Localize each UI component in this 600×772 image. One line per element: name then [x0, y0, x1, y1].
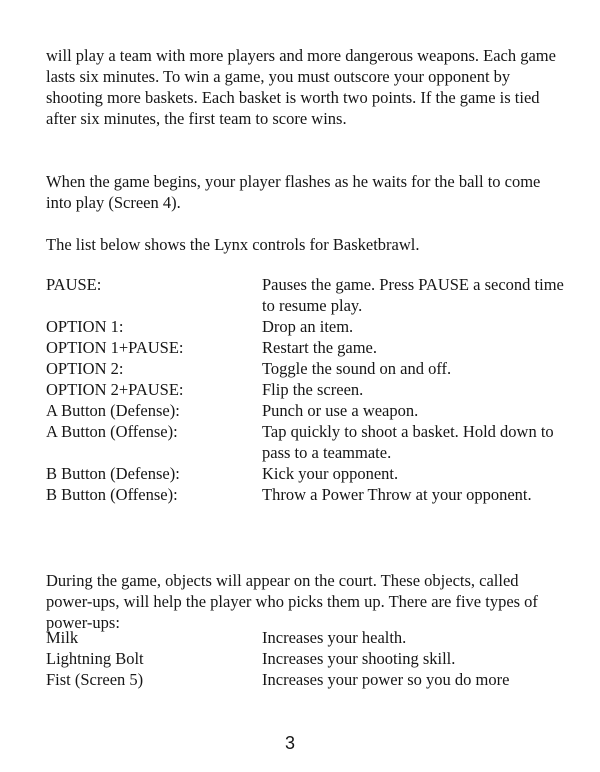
control-description: Drop an item.: [262, 317, 354, 336]
control-description: Flip the screen.: [262, 380, 364, 399]
powerup-description: Increases your shooting skill.: [262, 649, 456, 668]
powerup-name: Milk: [46, 628, 79, 647]
control-row: [46, 484, 566, 505]
powerups-table: [46, 627, 566, 690]
control-description: Restart the game.: [262, 338, 378, 357]
controls-intro-paragraph: The list below shows the Lynx controls for Basketbrawl.: [46, 235, 420, 254]
control-key: PAUSE:: [46, 275, 102, 294]
controls-table: [46, 274, 566, 505]
control-key: A Button (Defense):: [46, 401, 180, 420]
control-description: Pauses the game. Press PAUSE a second time to resume play.: [262, 275, 564, 315]
control-row: [46, 421, 566, 463]
intro-paragraph: will play a team with more players and more dangerous weapons. Each game lasts six minutes. To win a game, you must outscore your opponent by shooting more baskets. Each basket is worth two points. If the game is tied after six minutes, the first team to score wins.: [46, 46, 556, 128]
control-row: [46, 274, 566, 316]
control-description: Tap quickly to shoot a basket. Hold down to pass to a teammate.: [262, 422, 554, 462]
powerups-intro-paragraph: During the game, objects will appear on the court. These objects, called power-ups, will help the player who picks them up. There are five types of power-ups:: [46, 571, 538, 632]
page-number: 3: [284, 733, 295, 753]
powerup-row: [46, 648, 566, 669]
control-row: [46, 337, 566, 358]
control-key: OPTION 2+PAUSE:: [46, 380, 184, 399]
control-row: [46, 358, 566, 379]
powerup-description: Increases your power so you do more: [262, 670, 510, 689]
powerup-name: Fist (Screen 5): [46, 670, 144, 689]
control-key: A Button (Offense):: [46, 422, 178, 441]
game-begin-paragraph: When the game begins, your player flashes as he waits for the ball to come into play (Screen 4).: [46, 172, 541, 212]
control-row: [46, 463, 566, 484]
control-description: Punch or use a weapon.: [262, 401, 419, 420]
powerup-name: Lightning Bolt: [46, 649, 144, 668]
control-key: OPTION 2:: [46, 359, 124, 378]
control-row: [46, 316, 566, 337]
control-key: OPTION 1+PAUSE:: [46, 338, 184, 357]
control-row: [46, 400, 566, 421]
powerup-description: Increases your health.: [262, 628, 407, 647]
control-description: Kick your opponent.: [262, 464, 399, 483]
control-row: [46, 379, 566, 400]
control-description: Throw a Power Throw at your opponent.: [262, 485, 532, 504]
control-key: OPTION 1:: [46, 317, 124, 336]
powerup-row: [46, 669, 566, 690]
control-description: Toggle the sound on and off.: [262, 359, 452, 378]
control-key: B Button (Offense):: [46, 485, 178, 504]
powerup-row: [46, 627, 566, 648]
control-key: B Button (Defense):: [46, 464, 180, 483]
